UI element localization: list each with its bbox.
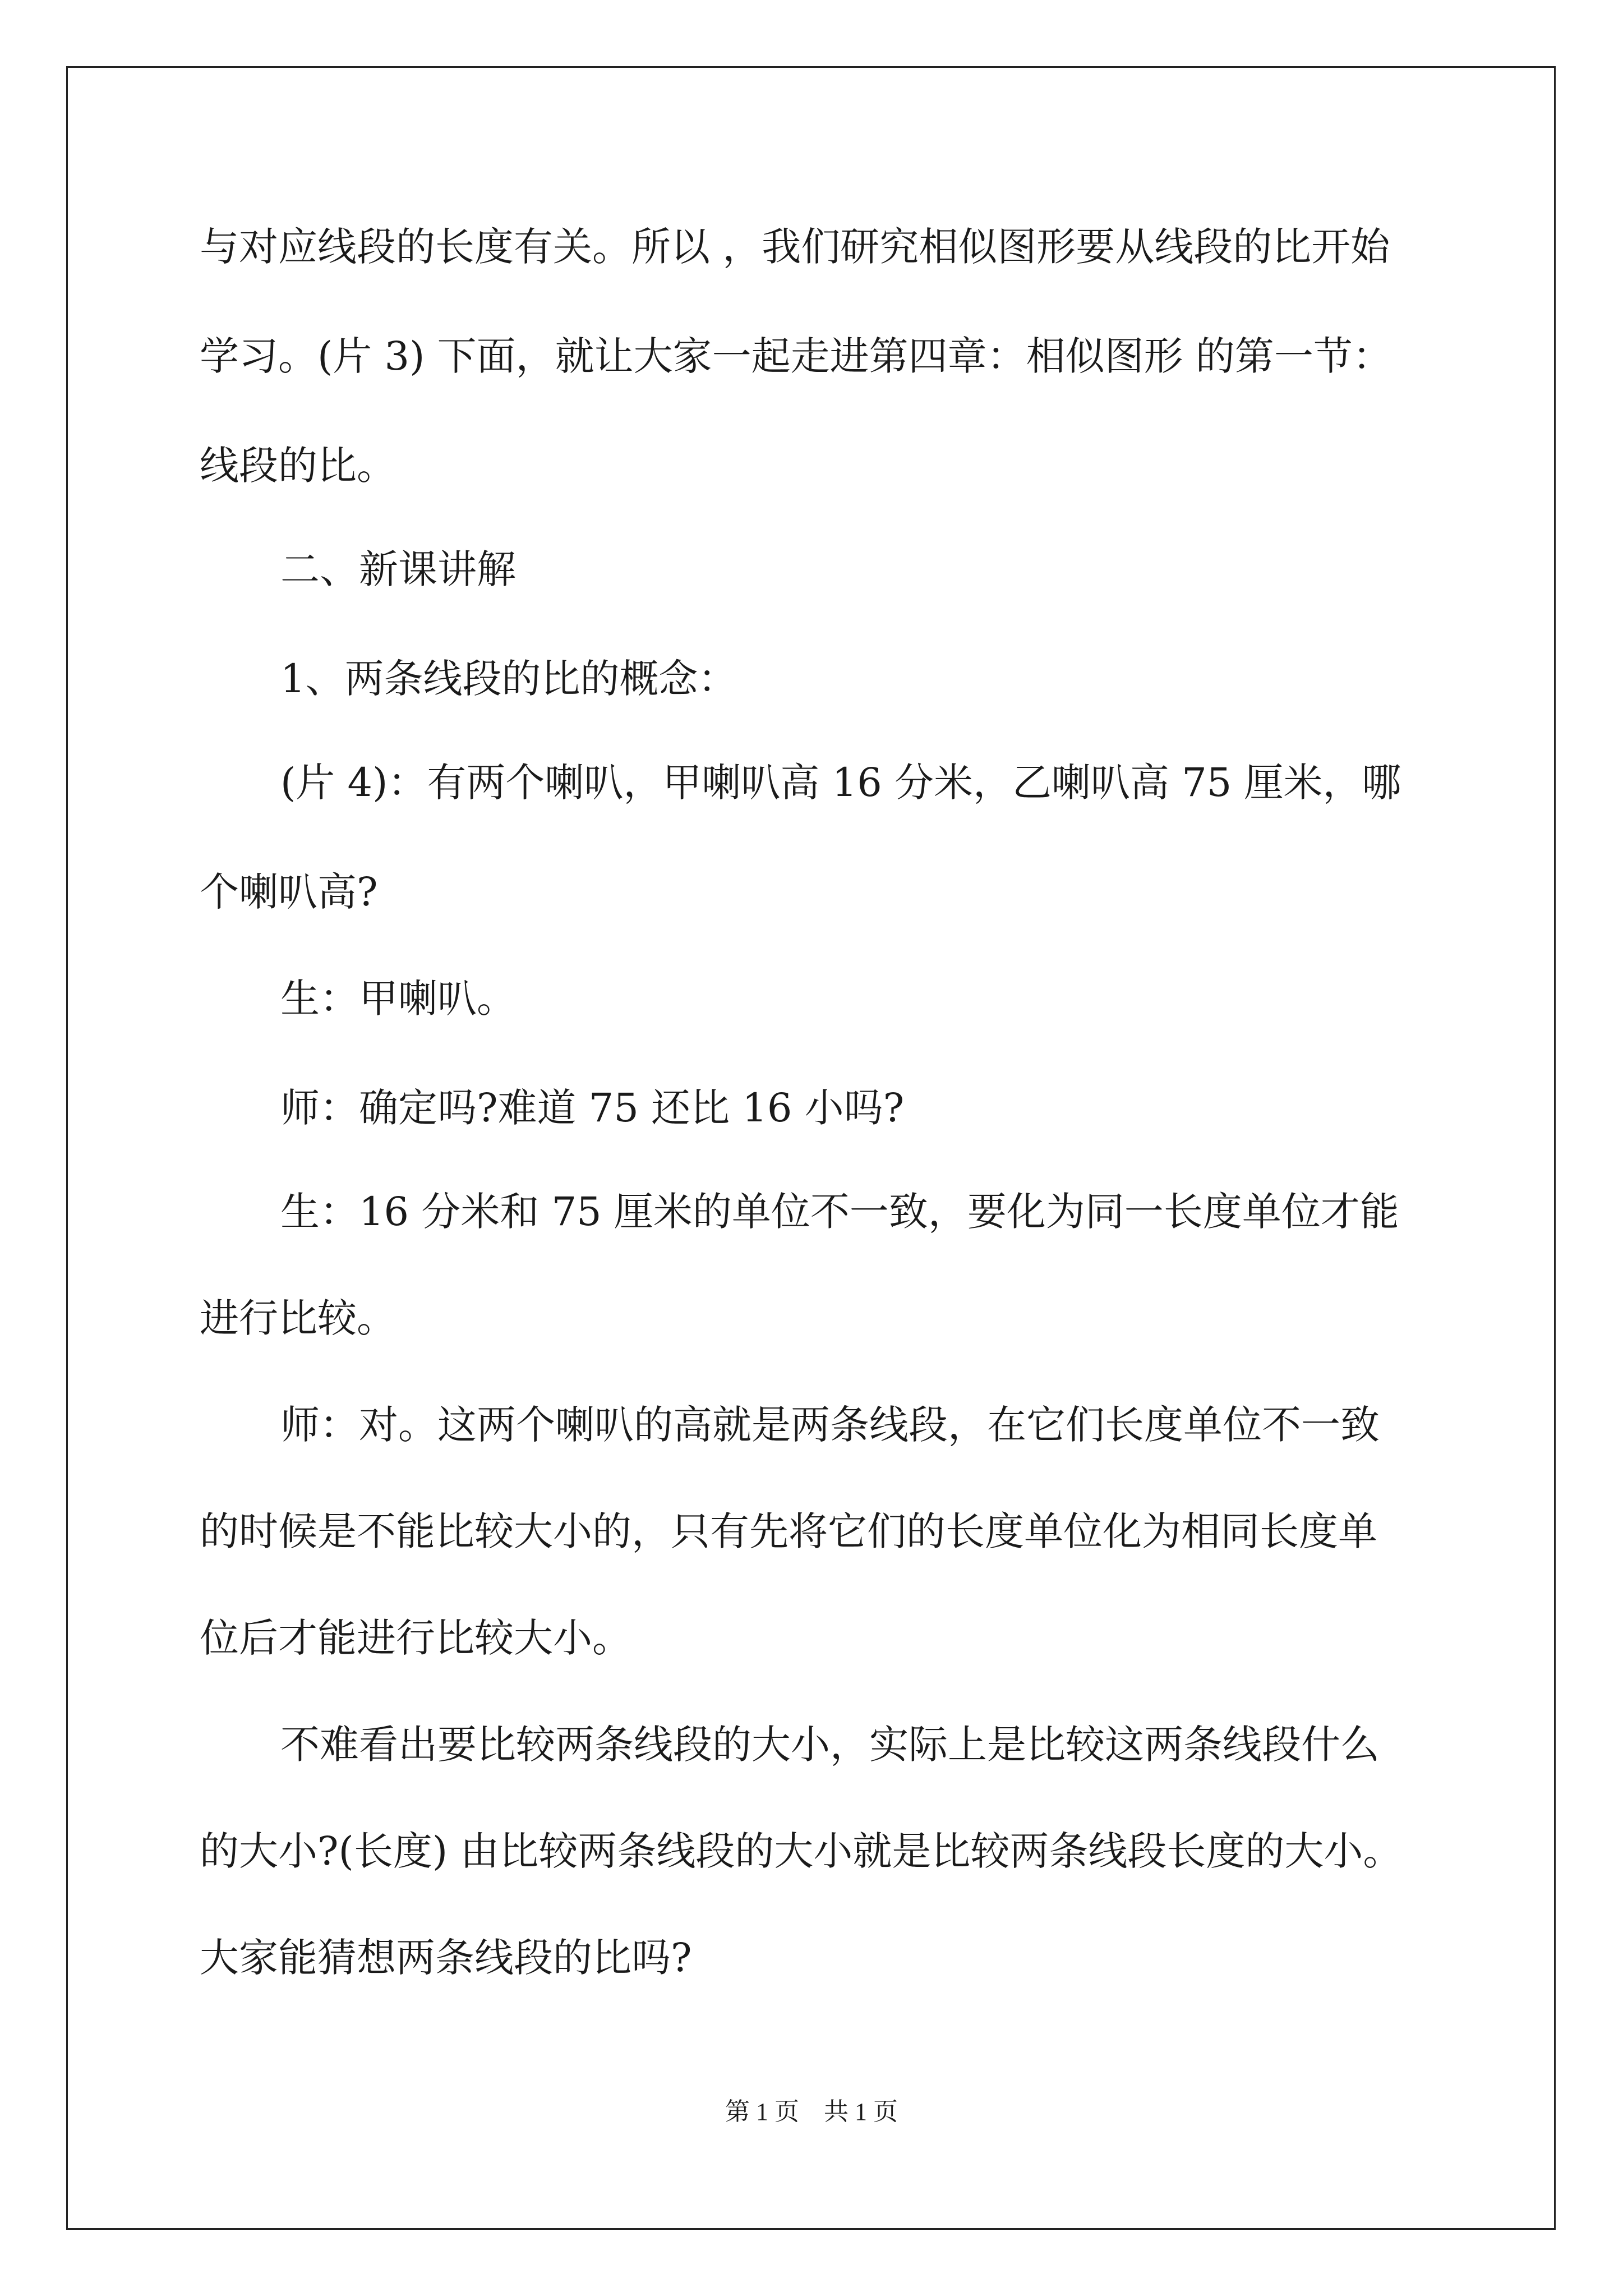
- text-line: 生：甲喇叭。: [280, 976, 516, 1022]
- text-line: 学习。(片 3) 下面，就让大家一起走进第四章：相似图形 的第一节：: [200, 333, 1392, 379]
- text-line: (片 4)：有两个喇叭，甲喇叭高 16 分米，乙喇叭高 75 厘米，哪: [280, 760, 1401, 806]
- text-line: 不难看出要比较两条线段的大小，实际上是比较这两条线段什么: [280, 1722, 1380, 1768]
- text-line: 生：16 分米和 75 厘米的单位不一致，要化为同一长度单位才能: [280, 1189, 1399, 1235]
- section-heading: 二、新课讲解: [280, 546, 516, 592]
- text-line: 师：对。这两个喇叭的高就是两条线段，在它们长度单位不一致: [280, 1402, 1380, 1448]
- text-line: 的大小?(长度) 由比较两条线段的大小就是比较两条线段长度的大小。: [200, 1828, 1403, 1874]
- page-border: [66, 66, 1556, 2230]
- text-line: 与对应线段的长度有关。所以 ，我们研究相似图形要从线段的比开始: [200, 224, 1390, 270]
- text-line: 个喇叭高?: [200, 869, 378, 915]
- text-line: 进行比较。: [200, 1295, 396, 1341]
- text-line: 线段的比。: [200, 443, 396, 489]
- text-line: 位后才能进行比较大小。: [200, 1615, 631, 1661]
- text-line: 师：确定吗?难道 75 还比 16 小吗?: [280, 1085, 905, 1131]
- page-number-footer: 第 1 页 共 1 页: [725, 2098, 898, 2125]
- text-line: 的时候是不能比较大小的，只有先将它们的长度单位化为相同长度单: [200, 1508, 1377, 1554]
- subsection-heading: 1、两条线段的比的概念：: [280, 656, 737, 702]
- text-line: 大家能猜想两条线段的比吗?: [200, 1935, 692, 1981]
